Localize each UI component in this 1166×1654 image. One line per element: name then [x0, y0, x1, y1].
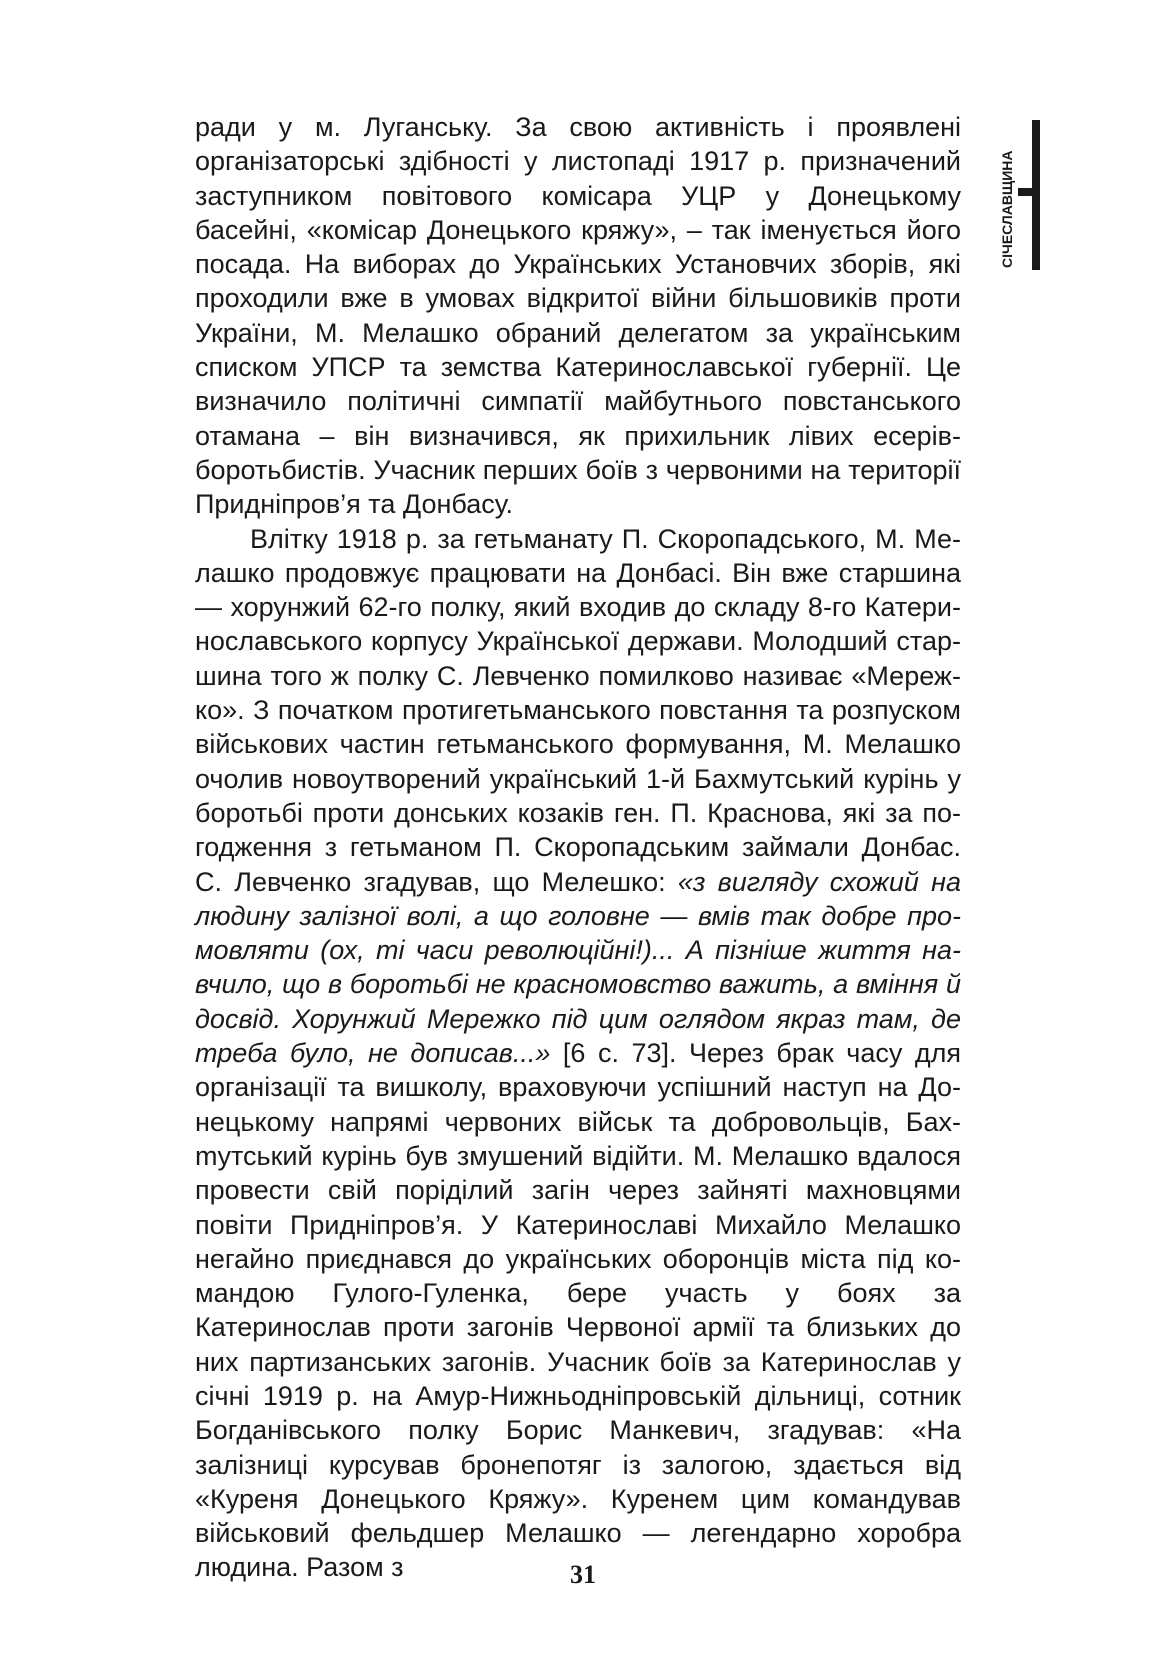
paragraph-1: ради у м. Луганську. За свою активність і проявлені організаторські здібності у листопаді 1917 р. призначений заступником повітового комісара УЦР у Донецькому басейні, «комісар Донецького кряжу», – так іменується його посада. На виборах до Українських Установчих зборів, які проходили вже в умовах відкритої війни більшовиків проти України, М. Мелашко обраний делегатом за українським списком УПСР та земства Катеринославської губернії. Це визначило політичні симпатії майбутнього повстанського отамана – він визначився, як прихильник лівих есерів-боротьбистів. Учасник перших боїв з червоними на території Придніпров’я та Донбасу. — [195, 112, 961, 520]
page-body — [195, 110, 961, 1585]
levchenko-quote: «з вигляду схожий на людину залізної волі, а що головне — вмів так добре промовляти (ох, ті часи революційні!)... А пізніше життя навчило, що в боротьбі не красномовство важить, а вміння й досвід. Хорунжий Мережко під цим оглядом якраз там, де треба було, не дописав...» — [195, 866, 961, 1069]
paragraph-2-text-start: Влітку 1918 р. за гетьманату П. Скоропадського, М. Мелашко продовжує працювати на Донбасі. Він вже старшина — хорунжий 62-го полку, який входив до складу 8-го Катеринославського корпусу Української держави. Молодший старшина того ж полку С. Левченко помилково називає «Мережко». З початком протигетьманського повстання та розпуском військових частин гетьманського формування, М. Мелашко очолив новоутворений український 1-й Бахмутський курінь у боротьбі проти донських козаків ген. П. Краснова, які за погодження з гетьманом П. Скоропадським займали Донбас. С. Левченко згадував, що Мелешко: — [195, 523, 961, 897]
paragraph-2 — [195, 522, 961, 1585]
page-number: 31 — [570, 1560, 596, 1589]
paragraph-2-text-end: [6 с. 73]. Через брак часу для організації та вишколу, враховуючи успішний наступ на Донецькому напрямі червоних військ та добровольців, Бахmутський курінь був змушений відійти. М. Мелашко вдалося провести свій поріділий загін через зайняті махновцями повіти Придніпров’я. У Катеринославі Михайло Мелашко негайно приєднався до українських оборонців міста під командою Гулого-Гуленка, бере участь у боях за Катеринослав проти загонів Червоної армії та близьких до них партизанських загонів. Учасник боїв за Катеринослав у січні 1919 р. на Амур-Нижньодніпровській дільниці, сотник Богданівського полку Борис Манкевич, згадував: «На залізниці курсував бронепотяг із залогою, здається від «Куреня Донецького Кряжу». Куренем цим командував військовий фельдшер Мелашко — легендарно хоробра людина. Разом з — [195, 1038, 961, 1583]
sicheslavshchyna-logo — [990, 120, 1050, 270]
logo-text: СІЧЕСЛАВЩИНА — [999, 150, 1015, 268]
